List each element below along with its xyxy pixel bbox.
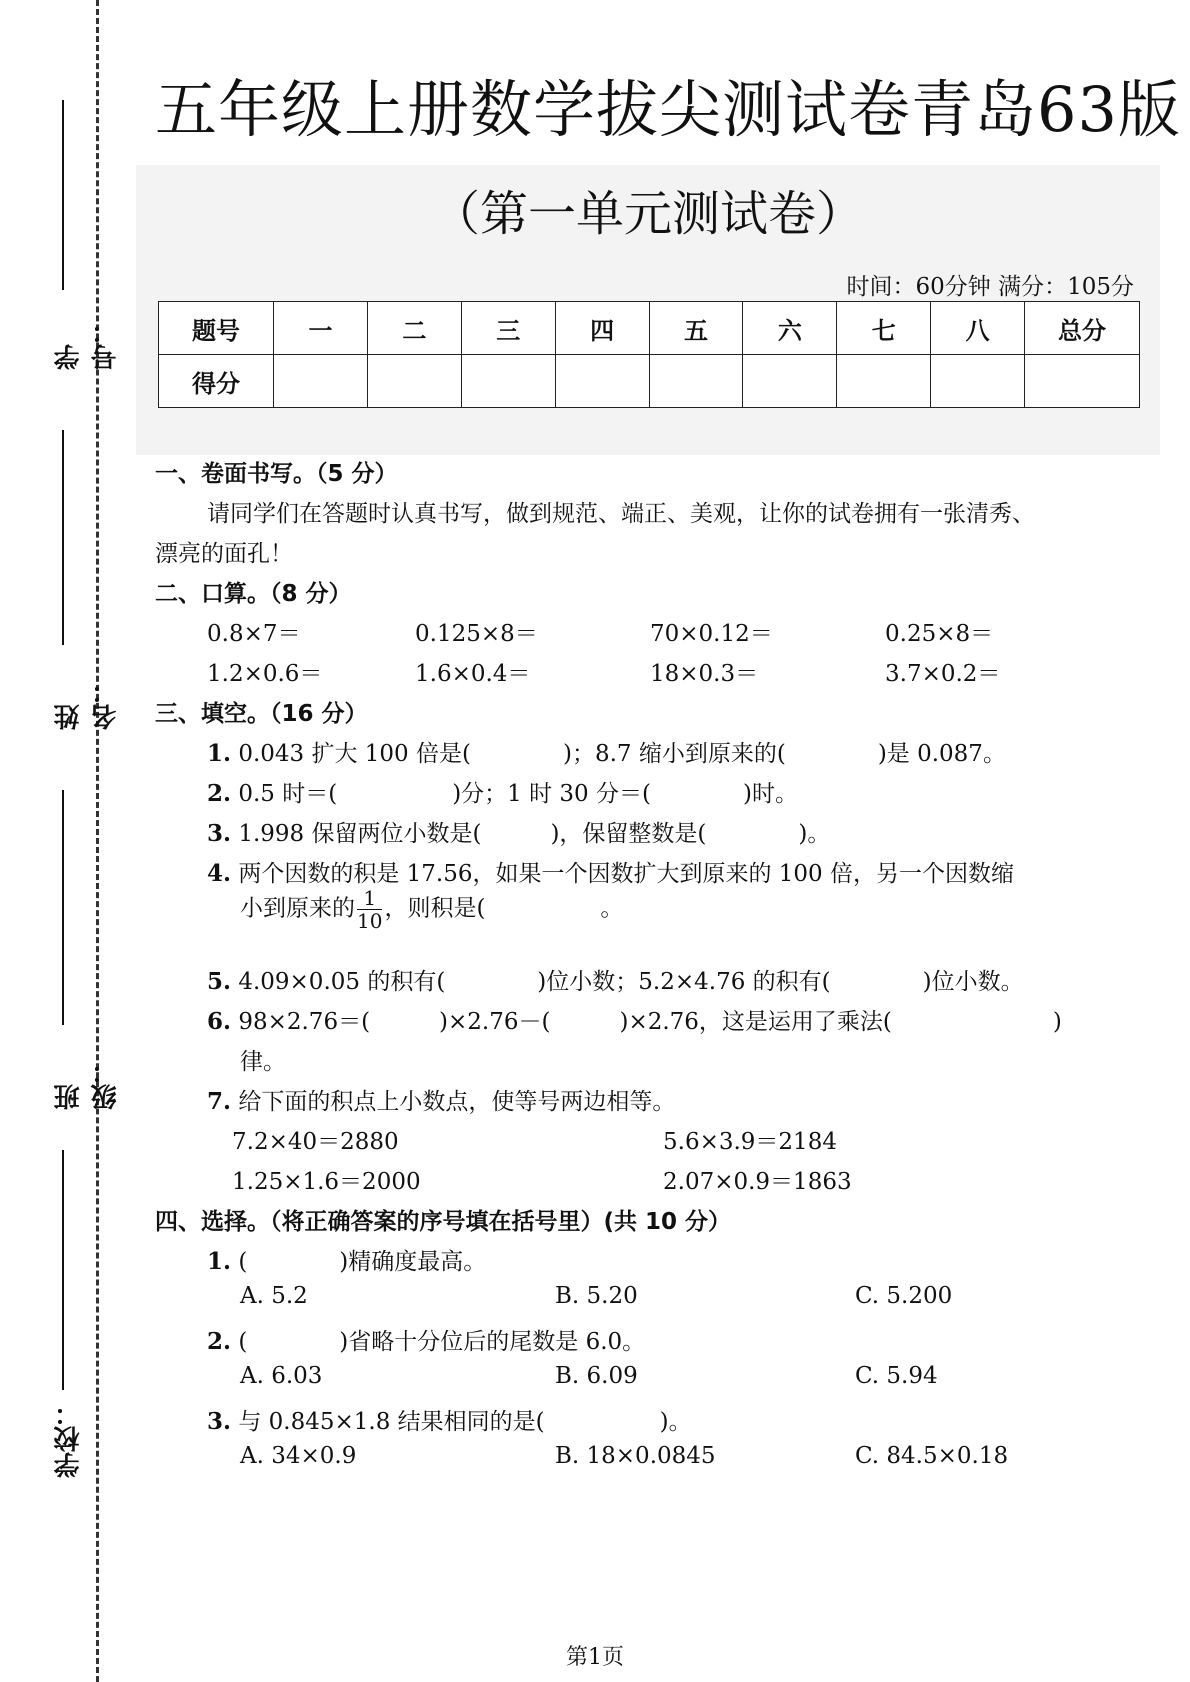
choice-question-2 bbox=[207, 1323, 645, 1356]
score-header-cell: 题号 bbox=[159, 302, 274, 355]
page-footer: 第1页 bbox=[566, 1645, 624, 1670]
mental-math-item: 0.25×8＝ bbox=[885, 621, 994, 647]
question-number: 3. bbox=[207, 820, 232, 847]
choice-question-1 bbox=[207, 1243, 486, 1276]
score-header-cell: 六 bbox=[743, 302, 837, 355]
decimal-point-item: 7.2×40＝2880 bbox=[232, 1129, 399, 1155]
mental-math-item: 3.7×0.2＝ bbox=[885, 661, 1001, 687]
question-text: 98×2.76＝( )×2.76－( )×2.76，这是运用了乘法( ) bbox=[238, 1009, 1062, 1035]
score-input-cell[interactable] bbox=[367, 355, 461, 408]
question-text: ，则积是( 。 bbox=[384, 895, 624, 922]
decimal-point-item: 1.25×1.6＝2000 bbox=[232, 1169, 421, 1195]
time-info: 时间：60分钟 满分：105分 bbox=[846, 274, 1134, 300]
binding-margin-dashed-line bbox=[96, 0, 99, 1682]
score-header-cell: 二 bbox=[367, 302, 461, 355]
mental-math-item: 70×0.12＝ bbox=[650, 621, 773, 647]
fill-question-4 bbox=[207, 855, 1014, 888]
choice-option: B. 5.20 bbox=[555, 1283, 638, 1309]
score-header-cell: 五 bbox=[649, 302, 743, 355]
question-text: ( )精确度最高。 bbox=[238, 1249, 487, 1275]
question-text: 0.043 扩大 100 倍是( )；8.7 缩小到原来的( )是 0.087。 bbox=[238, 741, 1006, 767]
mental-math-item: 0.8×7＝ bbox=[207, 621, 301, 647]
question-text: ( )省略十分位后的尾数是 6.0。 bbox=[238, 1329, 646, 1355]
score-header-cell: 总分 bbox=[1025, 302, 1140, 355]
question-text: 两个因数的积是 17.56，如果一个因数扩大到原来的 100 倍，另一个因数缩 bbox=[238, 861, 1015, 887]
section-1-text: 漂亮的面孔！ bbox=[155, 541, 293, 567]
question-number: 7. bbox=[207, 1088, 232, 1115]
question-text: 1.998 保留两位小数是( )，保留整数是( )。 bbox=[238, 821, 831, 847]
score-header-cell: 四 bbox=[555, 302, 649, 355]
page-title: 五年级上册数学拔尖测试卷青岛63版 bbox=[155, 73, 1181, 146]
choice-option: B. 6.09 bbox=[555, 1363, 638, 1389]
choice-option: C. 5.94 bbox=[855, 1363, 938, 1389]
choice-option: A. 5.2 bbox=[240, 1283, 308, 1309]
section-1-text: 请同学们在答题时认真书写，做到规范、端正、美观，让你的试卷拥有一张清秀、 bbox=[207, 501, 1035, 527]
question-number: 4. bbox=[207, 860, 232, 887]
fill-question-3 bbox=[207, 815, 830, 848]
section-title-2: 二、口算。（8 分） bbox=[155, 581, 352, 607]
question-text: 给下面的积点上小数点，使等号两边相等。 bbox=[238, 1089, 676, 1115]
question-text: 小到原来的 bbox=[240, 895, 355, 922]
question-number: 6. bbox=[207, 1008, 232, 1035]
score-input-cell[interactable] bbox=[274, 355, 368, 408]
score-input-cell[interactable] bbox=[1025, 355, 1140, 408]
fill-question-6-cont: 律。 bbox=[240, 1049, 286, 1075]
header-box bbox=[136, 165, 1160, 455]
score-table bbox=[158, 301, 1140, 408]
score-input-cell[interactable] bbox=[461, 355, 555, 408]
fill-question-6 bbox=[207, 1003, 1062, 1036]
question-number: 2. bbox=[207, 1328, 232, 1355]
score-table-header-row bbox=[159, 302, 1140, 355]
score-input-cell[interactable] bbox=[837, 355, 931, 408]
fraction-numerator: 1 bbox=[357, 887, 382, 910]
score-input-cell[interactable] bbox=[743, 355, 837, 408]
question-number: 5. bbox=[207, 968, 232, 995]
score-row-label: 得分 bbox=[159, 355, 274, 408]
choice-question-3 bbox=[207, 1403, 692, 1436]
question-number: 1. bbox=[207, 740, 232, 767]
score-table-score-row bbox=[159, 355, 1140, 408]
mental-math-item: 1.6×0.4＝ bbox=[415, 661, 531, 687]
score-header-cell: 三 bbox=[461, 302, 555, 355]
question-text: 4.09×0.05 的积有( )位小数；5.2×4.76 的积有( )位小数。 bbox=[238, 969, 1024, 995]
choice-option: A. 34×0.9 bbox=[240, 1443, 357, 1469]
section-title-1: 一、卷面书写。（5 分） bbox=[155, 461, 398, 487]
score-header-cell: 七 bbox=[837, 302, 931, 355]
decimal-point-item: 2.07×0.9＝1863 bbox=[663, 1169, 852, 1195]
mental-math-item: 0.125×8＝ bbox=[415, 621, 538, 647]
mental-math-item: 1.2×0.6＝ bbox=[207, 661, 323, 687]
subtitle: （第一单元测试卷） bbox=[431, 186, 864, 242]
fill-question-5 bbox=[207, 963, 1024, 996]
choice-option: C. 84.5×0.18 bbox=[855, 1443, 1009, 1469]
section-title-4: 四、选择。（将正确答案的序号填在括号里）(共 10 分） bbox=[155, 1209, 732, 1235]
fraction bbox=[357, 887, 382, 932]
score-input-cell[interactable] bbox=[931, 355, 1025, 408]
score-header-cell: 八 bbox=[931, 302, 1025, 355]
question-text: 与 0.845×1.8 结果相同的是( )。 bbox=[238, 1409, 692, 1435]
fraction-denominator: 10 bbox=[357, 909, 383, 933]
score-header-cell: 一 bbox=[274, 302, 368, 355]
question-text: 0.5 时＝( )分；1 时 30 分＝( )时。 bbox=[238, 781, 798, 807]
question-number: 2. bbox=[207, 780, 232, 807]
score-input-cell[interactable] bbox=[649, 355, 743, 408]
question-number: 3. bbox=[207, 1408, 232, 1435]
mental-math-item: 18×0.3＝ bbox=[650, 661, 759, 687]
choice-option: C. 5.200 bbox=[855, 1283, 953, 1309]
choice-option: B. 18×0.0845 bbox=[555, 1443, 716, 1469]
section-title-3: 三、填空。（16 分） bbox=[155, 701, 368, 727]
fill-question-2 bbox=[207, 775, 798, 808]
score-input-cell[interactable] bbox=[555, 355, 649, 408]
fill-question-1 bbox=[207, 735, 1006, 768]
choice-option: A. 6.03 bbox=[240, 1363, 323, 1389]
fill-question-4-cont bbox=[240, 887, 623, 932]
fill-question-7 bbox=[207, 1083, 675, 1116]
question-number: 1. bbox=[207, 1248, 232, 1275]
decimal-point-item: 5.6×3.9＝2184 bbox=[663, 1129, 837, 1155]
